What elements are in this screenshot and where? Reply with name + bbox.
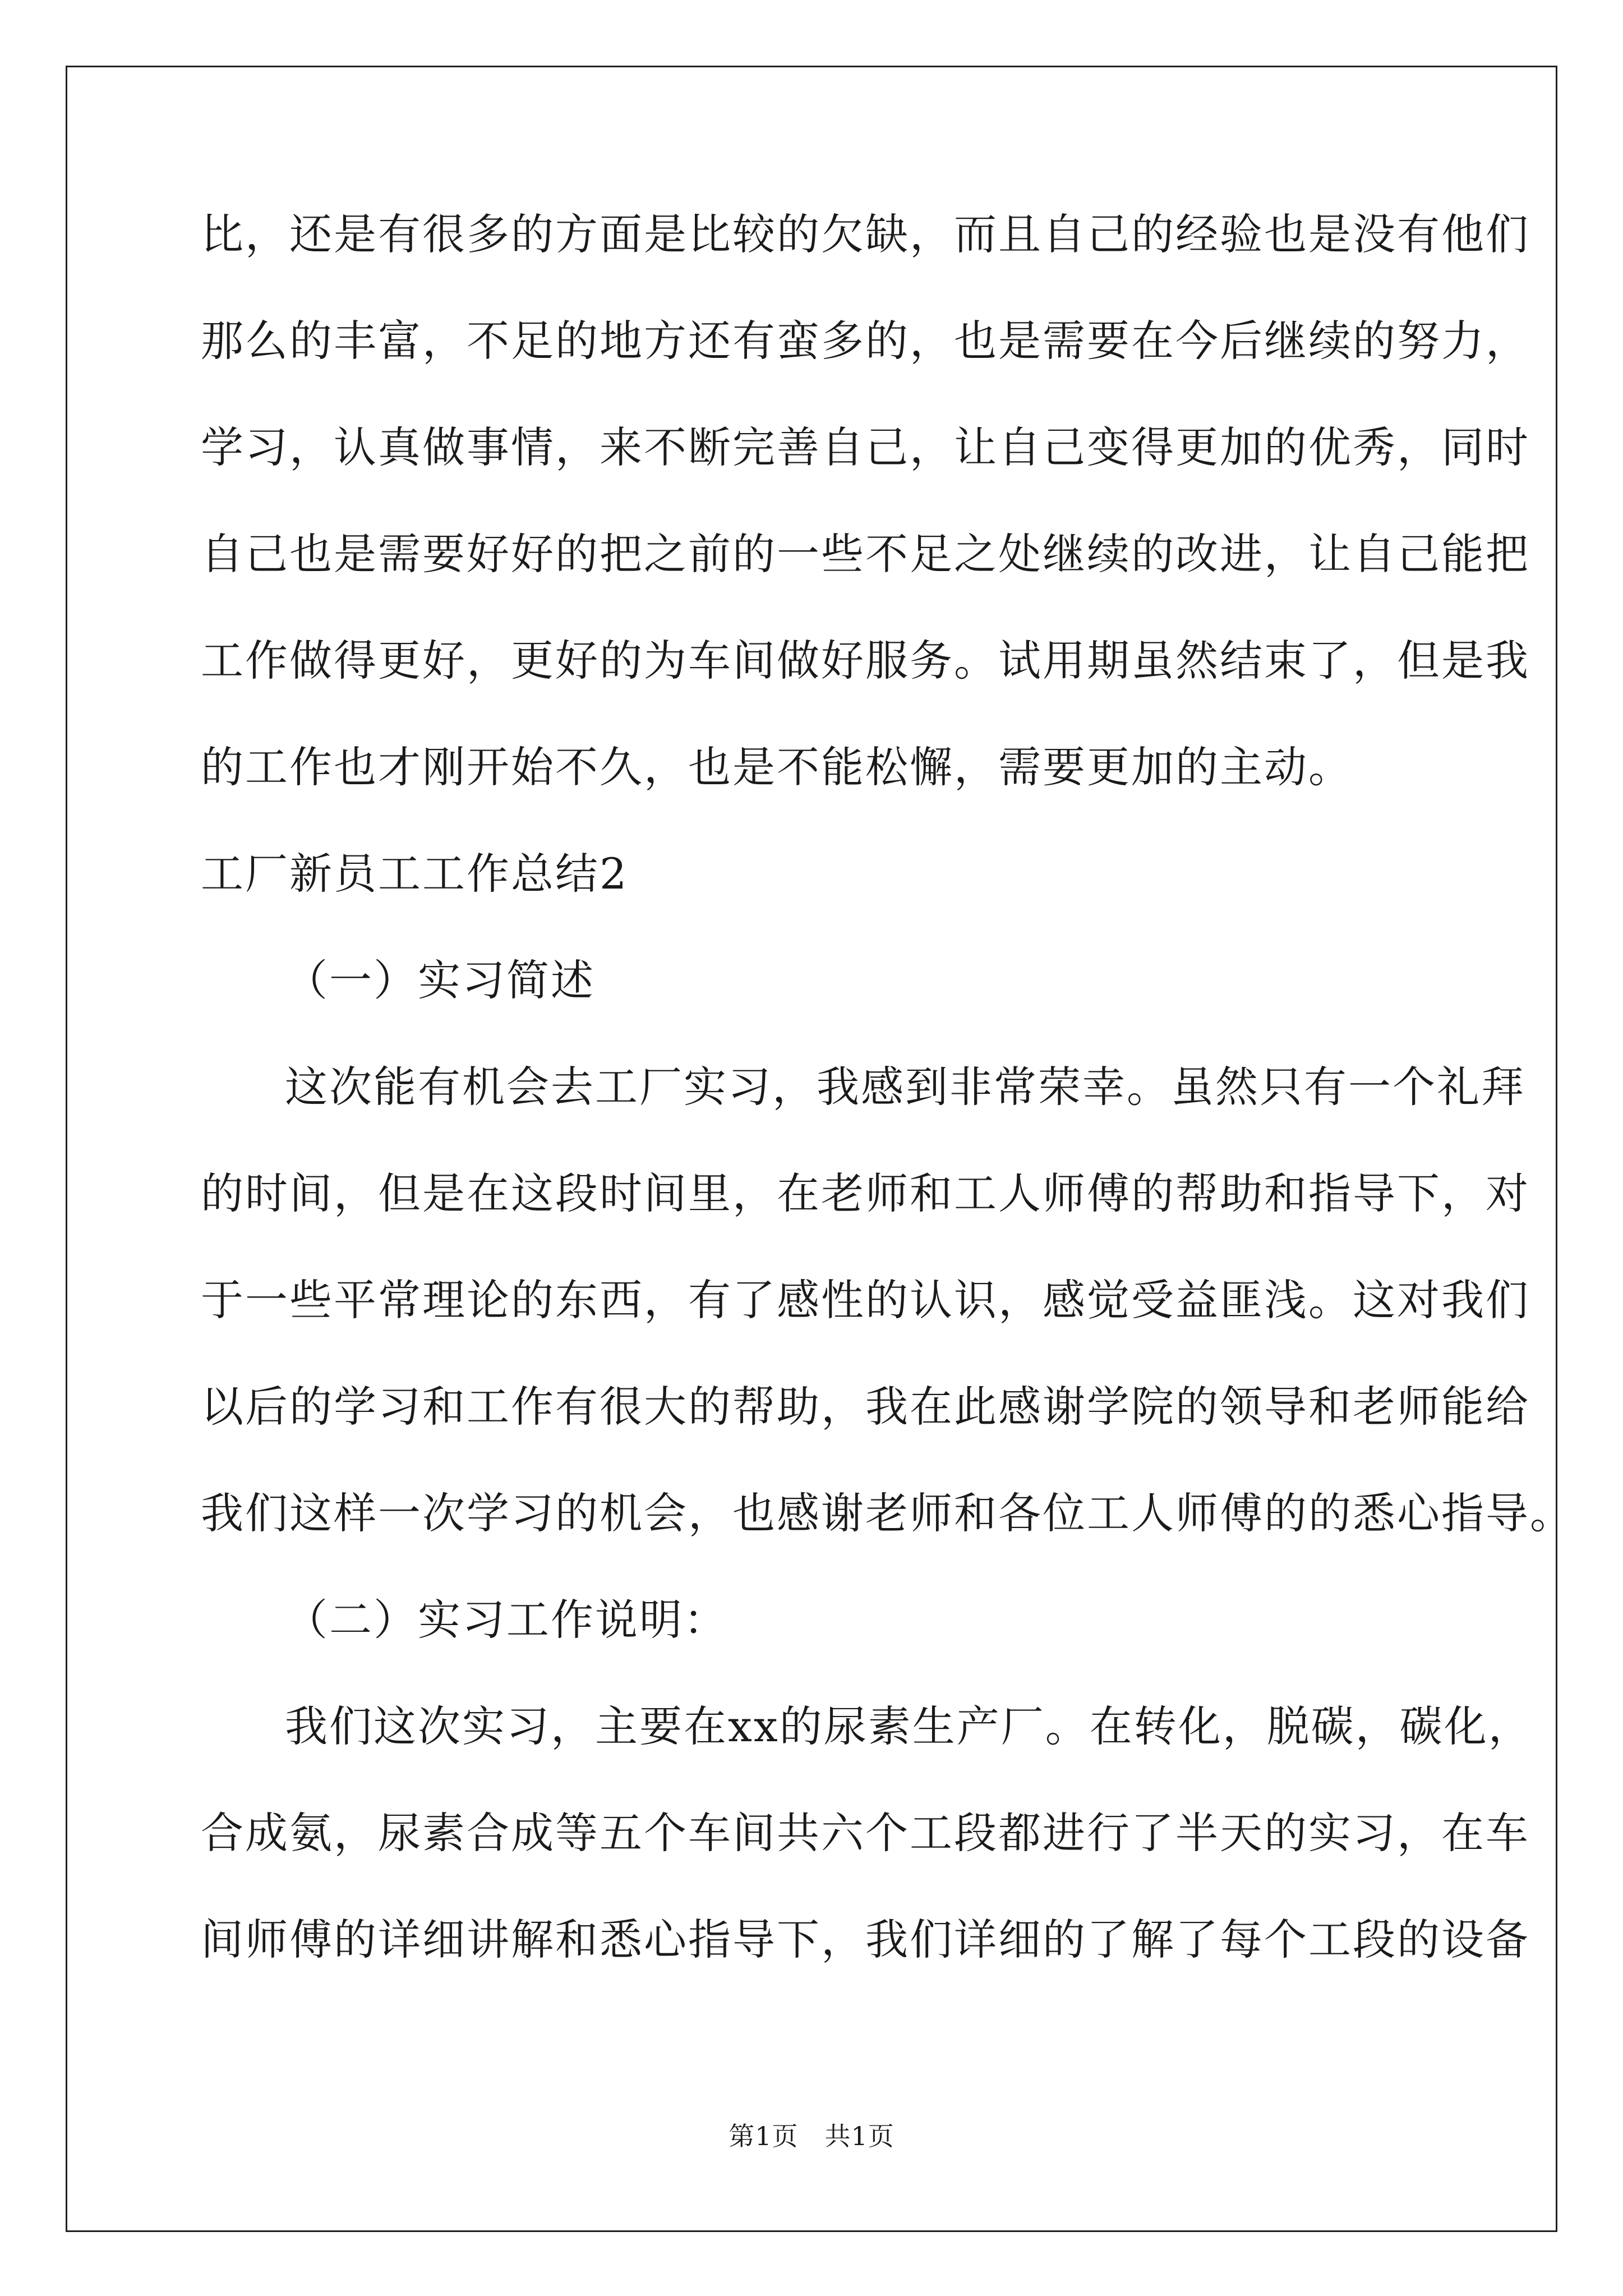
page-number-footer: 第1页 共1页: [728, 2121, 895, 2151]
section-heading: 工厂新员工工作总结2: [201, 849, 629, 899]
page-border: [66, 66, 1557, 2232]
section1-title: （一）实习简述: [285, 955, 595, 1005]
paragraph-line: 那么的丰富，不足的地方还有蛮多的，也是需要在今后继续的努力，: [201, 316, 1530, 366]
section2-title: （二）实习工作说明：: [285, 1595, 728, 1645]
paragraph-line: 自己也是需要好好的把之前的一些不足之处继续的改进，让自己能把: [201, 529, 1530, 579]
paragraph-line: 以后的学习和工作有很大的帮助，我在此感谢学院的领导和老师能给: [201, 1382, 1530, 1432]
paragraph-line: 间师傅的详细讲解和悉心指导下，我们详细的了解了每个工段的设备: [201, 1915, 1530, 1964]
paragraph-line: 学习，认真做事情，来不断完善自己，让自己变得更加的优秀，同时: [201, 422, 1530, 472]
paragraph-line: 的工作也才刚开始不久，也是不能松懈，需要更加的主动。: [201, 742, 1353, 792]
paragraph-line: 的时间，但是在这段时间里，在老师和工人师傅的帮助和指导下，对: [201, 1168, 1530, 1218]
paragraph-line: 合成氨，尿素合成等五个车间共六个工段都进行了半天的实习，在车: [201, 1808, 1530, 1858]
paragraph-line: 于一些平常理论的东西，有了感性的认识，感觉受益匪浅。这对我们: [201, 1275, 1530, 1325]
paragraph-line: 我们这样一次学习的机会，也感谢老师和各位工人师傅的的悉心指导。: [201, 1488, 1574, 1538]
paragraph-line: 我们这次实习，主要在xx的尿素生产厂。在转化，脱碳，碳化，: [285, 1701, 1533, 1751]
paragraph-line: 这次能有机会去工厂实习，我感到非常荣幸。虽然只有一个礼拜: [285, 1062, 1525, 1112]
paragraph-line: 工作做得更好，更好的为车间做好服务。试用期虽然结束了，但是我: [201, 636, 1530, 685]
paragraph-line: 比，还是有很多的方面是比较的欠缺，而且自己的经验也是没有他们: [201, 209, 1530, 259]
